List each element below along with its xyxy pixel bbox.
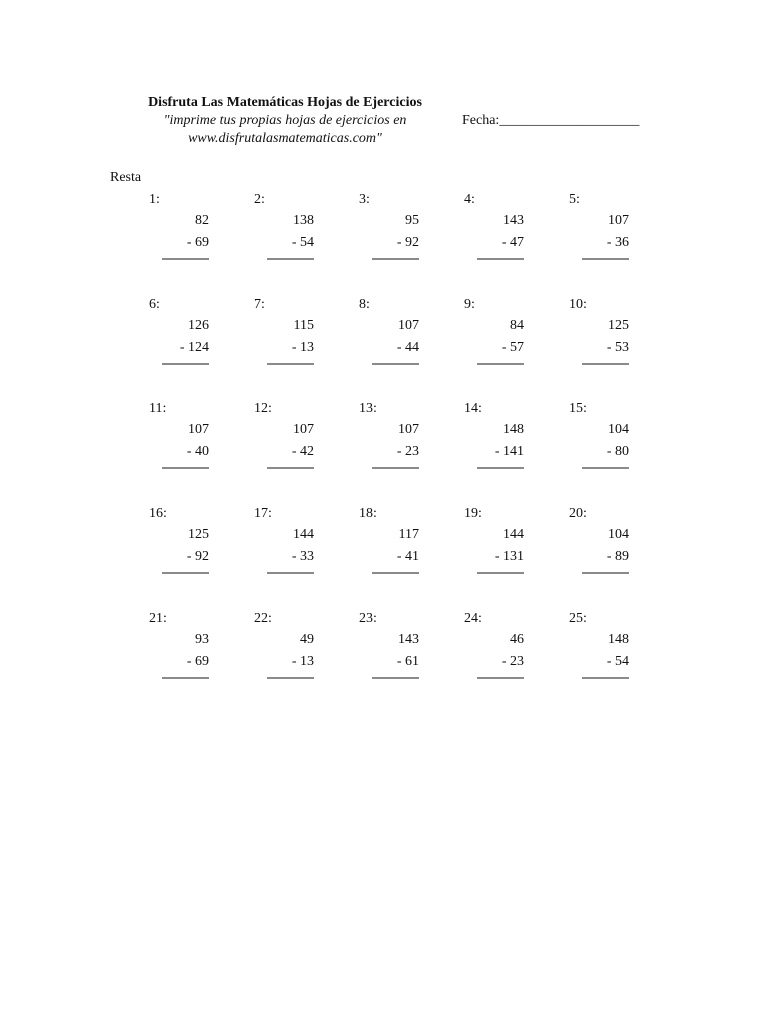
problem-number: 14: [464, 401, 482, 416]
problem-number: 22: [254, 611, 272, 626]
problem-subtrahend: - 23 [396, 444, 419, 459]
problem-number: 17: [254, 506, 272, 521]
subtraction-problem [254, 191, 314, 271]
answer-line [372, 258, 419, 260]
subtraction-problem [464, 505, 524, 585]
problem-number: 18: [359, 506, 377, 521]
subtraction-problem [149, 296, 209, 376]
answer-line [372, 363, 419, 365]
problem-minuend: 107 [188, 422, 209, 437]
problem-subtrahend: - 23 [501, 654, 524, 669]
answer-line [267, 677, 314, 679]
problem-subtrahend: - 41 [396, 549, 419, 564]
problem-subtrahend: - 33 [291, 549, 314, 564]
problem-number: 1: [149, 192, 160, 207]
answer-line [582, 363, 629, 365]
subtraction-problem [359, 400, 419, 480]
problem-subtrahend: - 42 [291, 444, 314, 459]
subtraction-problem [359, 610, 419, 690]
problem-number: 11: [149, 401, 167, 416]
problem-minuend: 148 [608, 632, 629, 647]
problem-minuend: 126 [188, 318, 209, 333]
problem-subtrahend: - 57 [501, 340, 524, 355]
problem-subtrahend: - 13 [291, 654, 314, 669]
subtraction-problem [359, 505, 419, 585]
answer-line [477, 572, 524, 574]
problem-minuend: 46 [510, 632, 524, 647]
answer-line [582, 258, 629, 260]
problem-number: 4: [464, 192, 475, 207]
problem-number: 12: [254, 401, 272, 416]
problem-subtrahend: - 92 [396, 235, 419, 250]
subtraction-problem [359, 191, 419, 271]
answer-line [477, 258, 524, 260]
subtraction-problem [254, 610, 314, 690]
section-label: Resta [110, 170, 142, 185]
subtraction-problem [464, 400, 524, 480]
subtraction-problem [464, 610, 524, 690]
problem-number: 9: [464, 297, 475, 312]
problem-minuend: 107 [398, 318, 419, 333]
answer-line [267, 258, 314, 260]
problem-minuend: 117 [398, 527, 419, 542]
subtraction-problem [149, 505, 209, 585]
problem-minuend: 84 [510, 318, 524, 333]
problem-number: 19: [464, 506, 482, 521]
problem-number: 10: [569, 297, 587, 312]
problem-minuend: 104 [608, 422, 629, 437]
problem-minuend: 95 [405, 213, 419, 228]
problem-subtrahend: - 44 [396, 340, 419, 355]
problem-subtrahend: - 61 [396, 654, 419, 669]
answer-line [162, 677, 209, 679]
subtraction-problem [149, 610, 209, 690]
problem-number: 20: [569, 506, 587, 521]
answer-line [582, 572, 629, 574]
answer-line [582, 467, 629, 469]
subtraction-problem [254, 505, 314, 585]
problem-number: 5: [569, 192, 580, 207]
subtraction-problem [254, 296, 314, 376]
answer-line [582, 677, 629, 679]
answer-line [267, 467, 314, 469]
problem-minuend: 138 [293, 213, 314, 228]
problem-minuend: 144 [503, 527, 524, 542]
problem-minuend: 107 [608, 213, 629, 228]
subtraction-problem [464, 191, 524, 271]
problem-number: 7: [254, 297, 265, 312]
problem-number: 16: [149, 506, 167, 521]
problem-subtrahend: - 54 [606, 654, 629, 669]
problem-minuend: 49 [300, 632, 314, 647]
problem-subtrahend: - 13 [291, 340, 314, 355]
problem-subtrahend: - 80 [606, 444, 629, 459]
answer-line [477, 467, 524, 469]
subtraction-problem [149, 400, 209, 480]
problem-number: 13: [359, 401, 377, 416]
subtraction-problem [569, 191, 629, 271]
problem-minuend: 125 [608, 318, 629, 333]
subtitle-line-2: www.disfrutalasmatematicas.com" [188, 131, 382, 146]
problem-minuend: 144 [293, 527, 314, 542]
problem-minuend: 107 [293, 422, 314, 437]
answer-line [372, 572, 419, 574]
problem-minuend: 143 [503, 213, 524, 228]
problem-minuend: 93 [195, 632, 209, 647]
subtraction-problem [569, 610, 629, 690]
problem-subtrahend: - 89 [606, 549, 629, 564]
worksheet-subtitle [110, 112, 460, 148]
answer-line [162, 258, 209, 260]
problem-number: 21: [149, 611, 167, 626]
problem-subtrahend: - 131 [494, 549, 524, 564]
problem-number: 23: [359, 611, 377, 626]
problem-subtrahend: - 54 [291, 235, 314, 250]
answer-line [267, 572, 314, 574]
problem-number: 24: [464, 611, 482, 626]
problem-subtrahend: - 124 [179, 340, 209, 355]
problem-minuend: 107 [398, 422, 419, 437]
problem-subtrahend: - 69 [186, 235, 209, 250]
answer-line [372, 467, 419, 469]
problem-subtrahend: - 47 [501, 235, 524, 250]
subtraction-problem [254, 400, 314, 480]
problem-minuend: 125 [188, 527, 209, 542]
problem-number: 2: [254, 192, 265, 207]
answer-line [477, 363, 524, 365]
problem-number: 6: [149, 297, 160, 312]
problem-minuend: 148 [503, 422, 524, 437]
answer-line [162, 363, 209, 365]
answer-line [267, 363, 314, 365]
problem-number: 3: [359, 192, 370, 207]
answer-line [162, 572, 209, 574]
subtraction-problem [359, 296, 419, 376]
problem-minuend: 104 [608, 527, 629, 542]
problem-subtrahend: - 141 [494, 444, 524, 459]
answer-line [372, 677, 419, 679]
problem-subtrahend: - 36 [606, 235, 629, 250]
subtraction-problem [569, 296, 629, 376]
answer-line [162, 467, 209, 469]
problem-minuend: 82 [195, 213, 209, 228]
problem-subtrahend: - 53 [606, 340, 629, 355]
problem-number: 8: [359, 297, 370, 312]
subtraction-problem [569, 505, 629, 585]
problem-subtrahend: - 69 [186, 654, 209, 669]
problem-minuend: 115 [293, 318, 314, 333]
answer-line [477, 677, 524, 679]
subtraction-problem [149, 191, 209, 271]
subtraction-problem [569, 400, 629, 480]
problem-number: 25: [569, 611, 587, 626]
problem-subtrahend: - 40 [186, 444, 209, 459]
worksheet-title: Disfruta Las Matemáticas Hojas de Ejercicios [148, 95, 422, 110]
subtraction-problem [464, 296, 524, 376]
subtitle-line-1: "imprime tus propias hojas de ejercicios en [163, 113, 407, 128]
problem-number: 15: [569, 401, 587, 416]
problem-subtrahend: - 92 [186, 549, 209, 564]
problem-minuend: 143 [398, 632, 419, 647]
date-field: Fecha:____________________ [462, 113, 640, 128]
